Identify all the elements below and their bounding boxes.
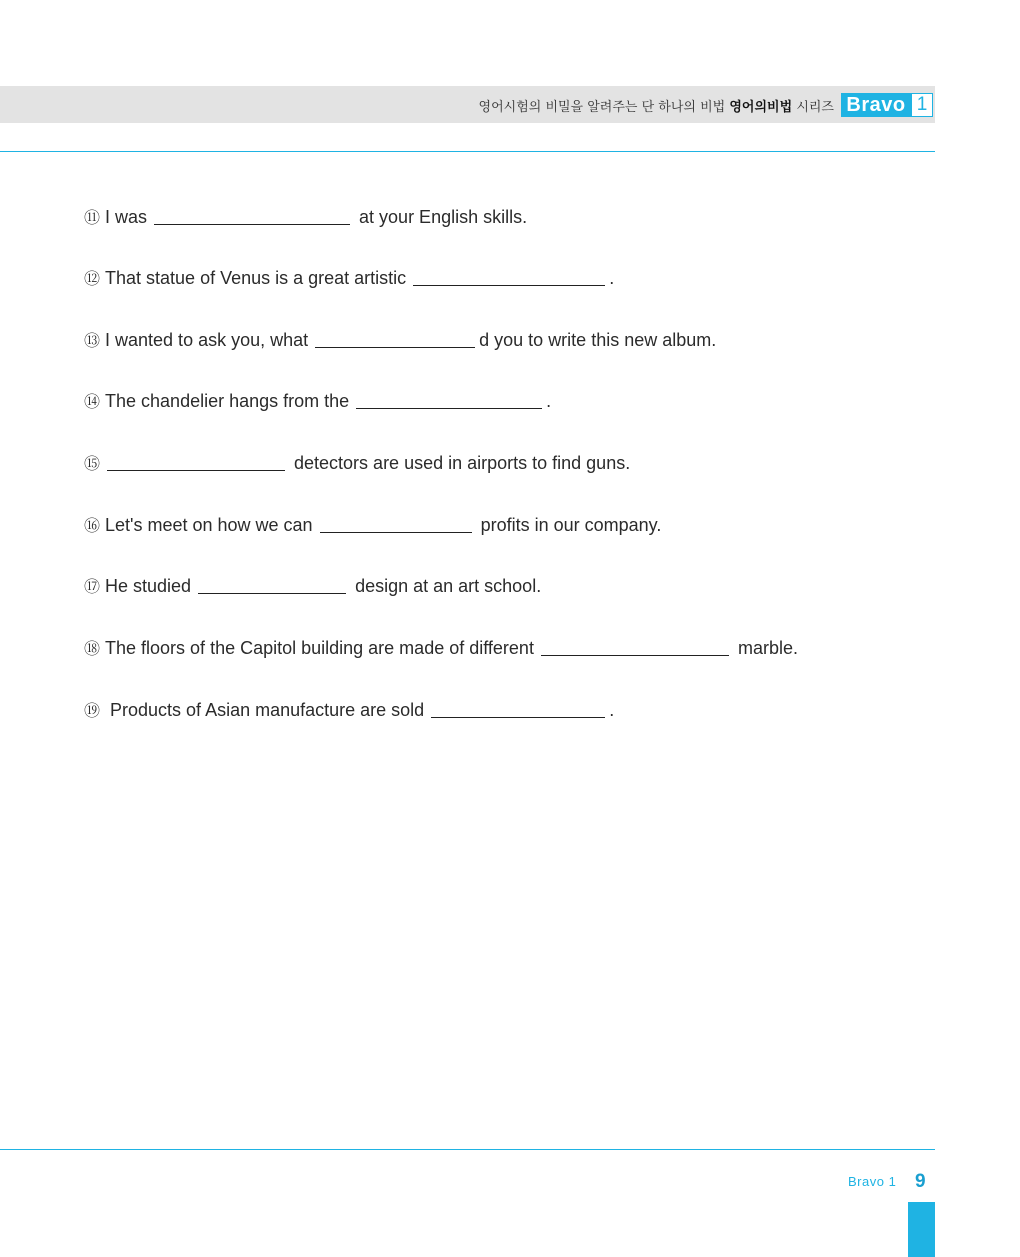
- exercise-item: [84, 697, 614, 725]
- item-number: ⑪: [84, 210, 101, 227]
- page-tab-marker: [908, 1202, 935, 1257]
- item-number: ⑰: [84, 579, 101, 596]
- answer-blank[interactable]: [541, 637, 729, 656]
- item-text-before: Let's meet on how we can: [105, 515, 318, 535]
- answer-blank[interactable]: [431, 699, 605, 718]
- item-text-before: I wanted to ask you, what: [105, 330, 314, 350]
- item-text-after: profits in our company.: [475, 515, 662, 535]
- exercise-item: [84, 512, 661, 540]
- item-text-after: at your English skills.: [354, 207, 528, 227]
- exercise-item: [84, 204, 527, 232]
- item-text-after: .: [546, 391, 552, 411]
- item-text-after: detectors are used in airports to find guns.: [289, 453, 631, 473]
- exercise-item: [84, 388, 551, 416]
- item-text-after: design at an art school.: [350, 576, 542, 596]
- item-text-before: That statue of Venus is a great artistic: [105, 268, 412, 288]
- answer-blank[interactable]: [107, 452, 285, 471]
- item-text-before: He studied: [105, 576, 197, 596]
- item-number: ⑭: [84, 394, 101, 411]
- footer-brand-label: Bravo 1: [848, 1174, 897, 1189]
- answer-blank[interactable]: [356, 390, 542, 409]
- brand-name: Bravo: [841, 93, 911, 117]
- item-number: ⑮: [84, 456, 101, 473]
- answer-blank[interactable]: [198, 575, 346, 594]
- item-text-after: d you to write this new album.: [479, 330, 717, 350]
- brand-logo: [841, 93, 933, 117]
- series-suffix: 시리즈: [796, 100, 834, 115]
- item-number: ⑬: [84, 333, 101, 350]
- item-text-before: Products of Asian manufacture are sold: [105, 700, 430, 720]
- exercise-item: [84, 450, 630, 478]
- item-number: ⑲: [84, 703, 101, 720]
- item-text-after: .: [609, 700, 615, 720]
- item-text-before: The chandelier hangs from the: [105, 391, 355, 411]
- page-number: 9: [915, 1171, 926, 1192]
- exercise-item: [84, 635, 798, 663]
- answer-blank[interactable]: [320, 514, 472, 533]
- answer-blank[interactable]: [154, 206, 350, 225]
- exercise-item: [84, 327, 716, 355]
- header-tagline: [479, 96, 834, 115]
- bottom-divider: [0, 1149, 935, 1150]
- item-text-before: The floors of the Capitol building are made of different: [105, 638, 539, 658]
- tagline-text: 영어시험의 비밀을 알려주는 단 하나의 비법: [478, 100, 726, 115]
- answer-blank[interactable]: [413, 267, 605, 286]
- item-text-before: I was: [105, 207, 153, 227]
- item-number: ⑱: [84, 641, 101, 658]
- series-name: 영어의비법: [729, 100, 793, 115]
- exercise-item: [84, 265, 614, 293]
- top-divider: [0, 151, 935, 152]
- exercise-item: [84, 573, 541, 601]
- item-number: ⑯: [84, 518, 101, 535]
- brand-volume: 1: [911, 93, 933, 117]
- item-text-after: marble.: [732, 638, 798, 658]
- item-number: ⑫: [84, 271, 101, 288]
- item-text-after: .: [609, 268, 615, 288]
- answer-blank[interactable]: [315, 329, 475, 348]
